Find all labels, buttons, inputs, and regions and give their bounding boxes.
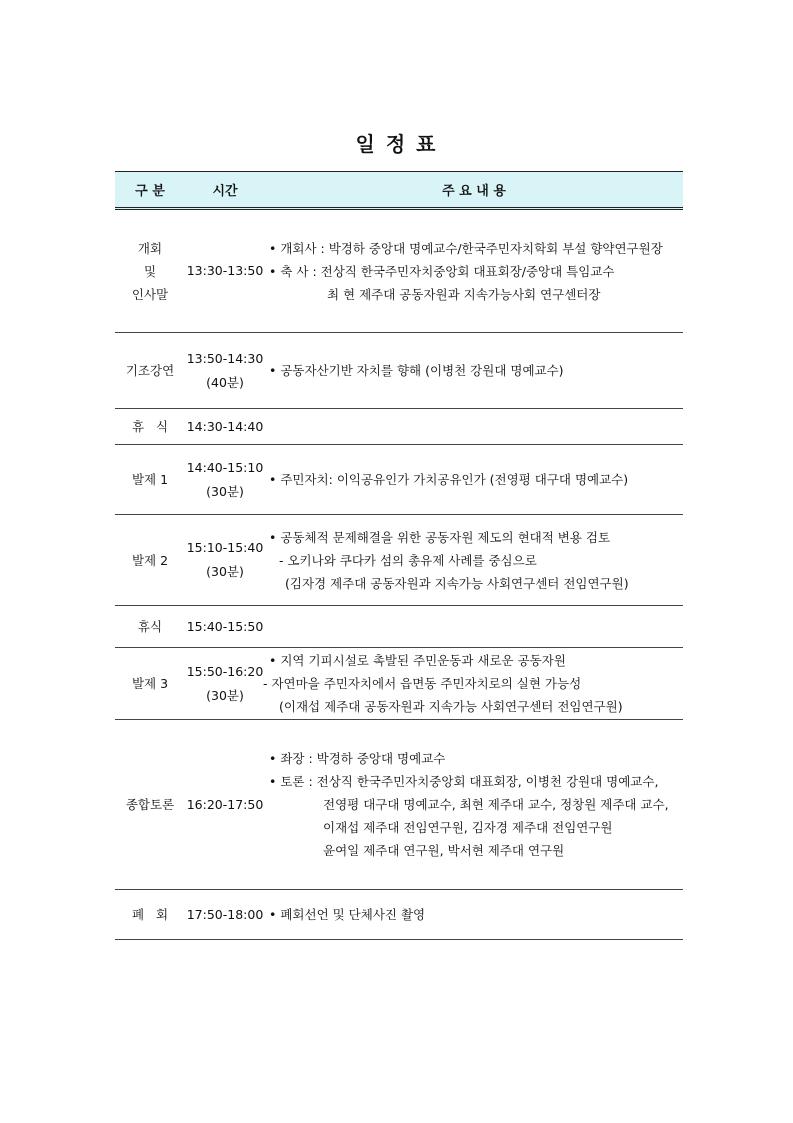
row-time (185, 890, 265, 940)
time-line: 14:40-15:10 (186, 459, 264, 475)
row-content (265, 515, 683, 606)
content-line: • 지역 기피시설로 촉발된 주민운동과 새로운 공동자원 (269, 653, 566, 668)
row-time (185, 445, 265, 515)
row-label (115, 890, 185, 940)
content-line: • 토론 : 전상직 한국주민자치중앙회 대표회장, 이병천 강원대 명예교수, (269, 774, 659, 789)
label-line: 폐 회 (131, 907, 169, 922)
content-line: 전영평 대구대 명예교수, 최현 제주대 교수, 정창원 제주대 교수, (323, 797, 669, 812)
row-content (265, 648, 683, 720)
table-row (115, 890, 683, 940)
row-label (115, 606, 185, 648)
table-row (115, 720, 683, 890)
row-time (185, 515, 265, 606)
row-content (265, 606, 683, 648)
content-line: 윤여일 제주대 연구원, 박서현 제주대 연구원 (323, 843, 565, 858)
label-line: 및 (143, 263, 157, 279)
time-line: (30분) (206, 483, 244, 499)
content-line: (김자경 제주대 공동자원과 지속가능 사회연구센터 전임연구원) (285, 575, 629, 591)
time-line: 17:50-18:00 (186, 906, 264, 922)
content-line: • 개회사 : 박경하 중앙대 명예교수/한국주민자치학회 부설 향약연구원장 (269, 240, 663, 256)
content-line: • 공동자산기반 자치를 향해 (이병천 강원대 명예교수) (269, 363, 564, 378)
content-line: (이재섭 제주대 공동자원과 지속가능 사회연구센터 전임연구원) (279, 699, 623, 714)
content-line: • 공동체적 문제해결을 위한 공동자원 제도의 현대적 변용 검토 (269, 529, 611, 545)
content-line: - 자연마을 주민자치에서 읍면동 주민자치로의 실현 가능성 (263, 676, 582, 691)
header-content: 주 요 내 용 (265, 172, 683, 209)
time-line: 13:30-13:50 (186, 263, 264, 278)
row-time (185, 209, 265, 333)
time-line: 14:30-14:40 (186, 418, 264, 434)
row-content (265, 720, 683, 890)
header-row (115, 172, 683, 209)
row-content (265, 333, 683, 409)
table-row (115, 333, 683, 409)
time-line: 15:40-15:50 (186, 618, 264, 634)
label-line: 휴 식 (131, 419, 169, 434)
row-label (115, 648, 185, 720)
row-label (115, 515, 185, 606)
content-line: • 주민자치: 이익공유인가 가치공유인가 (전영평 대구대 명예교수) (269, 472, 629, 487)
content-line: - 오키나와 쿠다카 섬의 총유제 사례를 중심으로 (279, 552, 537, 568)
row-content (265, 890, 683, 940)
row-time (185, 333, 265, 409)
time-line: (30분) (206, 687, 244, 703)
row-time (185, 409, 265, 445)
row-time (185, 606, 265, 648)
row-content (265, 209, 683, 333)
row-label (115, 333, 185, 409)
row-content (265, 445, 683, 515)
time-line: 15:10-15:40 (186, 540, 264, 555)
row-label (115, 445, 185, 515)
page-title: 일 정 표 (355, 132, 438, 156)
label-line: 인사말 (131, 286, 169, 302)
row-content (265, 409, 683, 445)
row-label (115, 720, 185, 890)
table-row (115, 606, 683, 648)
table-row (115, 409, 683, 445)
content-line: • 좌장 : 박경하 중앙대 명예교수 (269, 751, 446, 766)
label-line: 휴식 (137, 619, 163, 634)
label-line: 발제 3 (131, 676, 169, 691)
schedule-table (115, 171, 683, 940)
time-line: 16:20-17:50 (186, 796, 264, 812)
label-line: 발제 2 (131, 552, 169, 568)
content-line: • 폐회선언 및 단체사진 촬영 (269, 907, 426, 922)
content-line: 최 현 제주대 공동자원과 지속가능사회 연구센터장 (327, 286, 601, 302)
row-time (185, 648, 265, 720)
time-line: (30분) (206, 564, 244, 579)
time-line: (40분) (206, 374, 244, 390)
time-line: 15:50-16:20 (186, 663, 264, 679)
content-line: • 축 사 : 전상직 한국주민자치중앙회 대표회장/중앙대 특임교수 (269, 263, 615, 279)
row-time (185, 720, 265, 890)
label-line: 발제 1 (131, 472, 169, 487)
table-row (115, 648, 683, 720)
row-label (115, 409, 185, 445)
content-line: 이재섭 제주대 전임연구원, 김자경 제주대 전임연구원 (323, 820, 613, 835)
label-line: 종합토론 (125, 797, 175, 812)
label-line: 기조강연 (125, 363, 175, 378)
header-category: 구 분 (115, 172, 185, 209)
time-line: 13:50-14:30 (186, 350, 264, 366)
table-row (115, 445, 683, 515)
table-row (115, 209, 683, 333)
header-time: 시간 (185, 172, 265, 209)
table-row (115, 515, 683, 606)
label-line: 개회 (137, 240, 163, 256)
row-label (115, 209, 185, 333)
